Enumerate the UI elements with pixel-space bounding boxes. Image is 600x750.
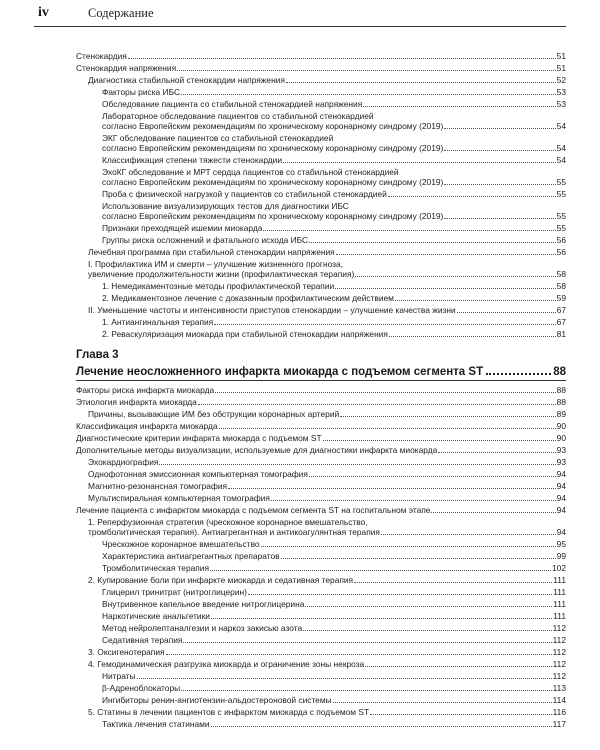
toc-entry[interactable]: Причины, вызывающие ИМ без обструкции коронарных артерий 89	[88, 409, 566, 419]
toc-entry[interactable]: 2. Реваскуляризация миокарда при стабильной стенокардии напряжения 81	[102, 329, 566, 339]
toc-entry[interactable]: Наркотические анальгетики 111	[102, 611, 566, 621]
toc-entry[interactable]: Однофотонная эмиссионная компьютерная томография 94	[88, 469, 566, 479]
toc-entry[interactable]: Эхокардиография 93	[88, 457, 566, 467]
toc-entry[interactable]: 4. Гемодинамическая разгрузка миокарда и ограничение зоны некроза 112	[88, 659, 566, 669]
toc-entry[interactable]: Использование визуализирующих тестов для диагностики ИБС согласно Европейским рекомендациям по хроническому коронарному синдрому (2019) 55	[102, 201, 566, 221]
toc-entry[interactable]: Лечебная программа при стабильной стенокардии напряжения 56	[88, 247, 566, 257]
toc-entry[interactable]: Классификация степени тяжести стенокардии 54	[102, 155, 566, 165]
toc-entry[interactable]: Стенокардия напряжения 51	[76, 63, 566, 73]
toc-entry[interactable]: 1. Немедикаментозные методы профилактической терапии 58	[102, 281, 566, 291]
toc-entry[interactable]: Обследование пациента со стабильной стенокардией напряжения 53	[102, 99, 566, 109]
toc-entry[interactable]: ЭКГ обследование пациентов со стабильной стенокардией согласно Европейским рекомендациям по хроническому коронарному синдрому (2019) 54	[102, 133, 566, 153]
toc-entry[interactable]: 2. Купирование боли при инфаркте миокарда и седативная терапия 111	[88, 575, 566, 585]
toc-entry[interactable]: Факторы риска ИБС 53	[102, 87, 566, 97]
toc-entry[interactable]: 2. Медикаментозное лечение с доказанным профилактическим действием 59	[102, 293, 566, 303]
chapter-page: 88	[553, 366, 566, 378]
toc-entry[interactable]: Тромболитическая терапия 102	[102, 563, 566, 573]
toc-entry[interactable]: Стенокардия 51	[76, 51, 566, 61]
toc-entry[interactable]: Тактика лечения статинами 117	[102, 719, 566, 729]
toc-entry[interactable]: 1. Реперфузионная стратегия (чрескожное коронарное вмешательство, тромболитическая терапия). Антиагрегантная и антикоагулянтная терапия 94	[88, 517, 566, 537]
toc-entry[interactable]: Группы риска осложнений и фатального исхода ИБС 56	[102, 235, 566, 245]
toc-entry[interactable]: Классификация инфаркта миокарда 90	[76, 421, 566, 431]
running-title: Содержание	[88, 6, 154, 20]
toc-entry[interactable]: Магнитно-резонансная томография 94	[88, 481, 566, 491]
page-header	[34, 2, 566, 27]
toc-entry[interactable]: ЭхоКГ обследование и МРТ сердца пациентов со стабильной стенокардией согласно Европейским рекомендациям по хроническому коронарному синдрому (2019) 55	[102, 167, 566, 187]
toc-entry[interactable]: Глицерил тринитрат (нитроглицерин) 111	[102, 587, 566, 597]
toc-entry[interactable]: Мультиспиральная компьютерная томография 94	[88, 493, 566, 503]
toc-entry[interactable]: Седативная терапия 112	[102, 635, 566, 645]
page-number: iv	[38, 5, 49, 20]
chapter-number: Глава 3	[76, 349, 119, 361]
toc-entry[interactable]: Этиология инфаркта миокарда 88	[76, 397, 566, 407]
toc-entry[interactable]: β-Адреноблокаторы 113	[102, 683, 566, 693]
toc-entry[interactable]: Метод нейролептаналгезии и наркоз закисью азота 112	[102, 623, 566, 633]
toc-entry[interactable]: Лабораторное обследование пациентов со стабильной стенокардией согласно Европейским рекомендациям по хроническому коронарному синдрому (2019) 54	[102, 111, 566, 131]
toc-entry[interactable]: Нитраты 112	[102, 671, 566, 681]
toc-entry[interactable]: 1. Антиангинальная терапия 67	[102, 317, 566, 327]
toc-entry[interactable]: Внутривенное капельное введение нитроглицерина 111	[102, 599, 566, 609]
toc-entry[interactable]: Диагностические критерии инфаркта миокарда с подъемом ST 90	[76, 433, 566, 443]
toc-entry[interactable]: 5. Статины в лечении пациентов с инфарктом миокарда с подъемом ST 116	[88, 707, 566, 717]
toc-entry[interactable]: Признаки преходящей ишемии миокарда 55	[102, 223, 566, 233]
toc-entry[interactable]: Ингибиторы ренин-ангиотензин-альдостероновой системы 114	[102, 695, 566, 705]
toc-entry[interactable]: II. Уменьшение частоты и интенсивности приступов стенокардии – улучшение качества жизни 67	[88, 305, 566, 315]
toc-entry[interactable]: Диагностика стабильной стенокардии напряжения 52	[88, 75, 566, 85]
toc-entry[interactable]: Проба с физической нагрузкой у пациентов со стабильной стенокардией 55	[102, 189, 566, 199]
toc-entry[interactable]: Характеристика антиагрегантных препаратов 99	[102, 551, 566, 561]
chapter-divider	[76, 380, 566, 381]
toc-entry[interactable]: Лечение пациента с инфарктом миокарда с подъемом сегмента ST на госпитальном этапе 94	[76, 505, 566, 515]
chapter-title[interactable]: Лечение неосложненного инфаркта миокарда с подъемом сегмента ST 88	[76, 366, 566, 378]
toc-entry[interactable]: Факторы риска инфаркта миокарда 88	[76, 385, 566, 395]
toc-entry[interactable]: Чрескожное коронарное вмешательство 95	[102, 539, 566, 549]
toc-entry[interactable]: 3. Оксигенотерапия 112	[88, 647, 566, 657]
toc-entry[interactable]: I. Профилактика ИМ и смерти – улучшение жизненного прогноза, увеличение продолжительности жизни (профилактическая терапия) 58	[88, 259, 566, 279]
toc-entry[interactable]: Дополнительные методы визуализации, используемые для диагностики инфаркта миокарда 93	[76, 445, 566, 455]
